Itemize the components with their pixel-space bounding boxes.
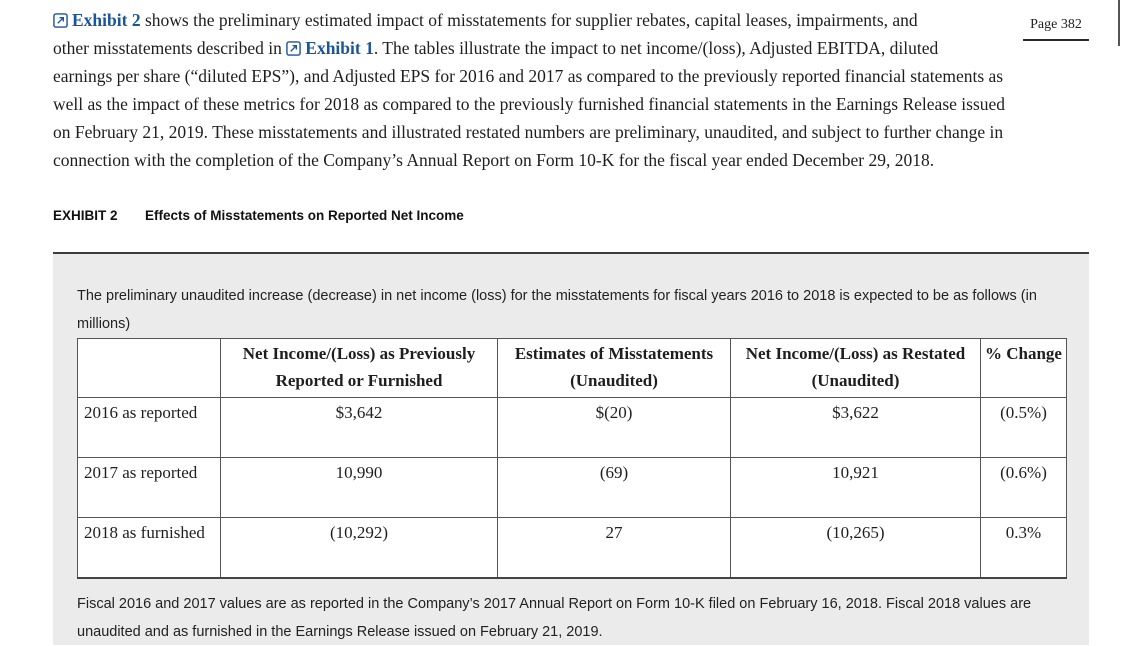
exhibit-note-bottom: Fiscal 2016 and 2017 values are as reported in the Company’s 2017 Annual Report on Form 10-K filed on February 16, 2018. Fiscal 2018 values are unaudited and as furnished in the Earnings Release issued on February 21, 2019. [77, 596, 1032, 640]
intro-line-2-text: other misstatements described in [53, 38, 287, 58]
exhibit-2-link-label: Exhibit 2 [72, 10, 141, 30]
external-link-icon [53, 13, 68, 28]
intro-line-3: earnings per share (“diluted EPS”), and Adjusted EPS for 2016 and 2017 as compared to the previously reported financial statements as [53, 66, 1004, 86]
intro-line-2-tail: . The tables illustrate the impact to net income/(loss), Adjusted EBITDA, diluted [373, 38, 939, 58]
table-header-cell [78, 339, 221, 398]
intro-line-1 [53, 6, 1088, 34]
external-link-icon [286, 41, 301, 56]
intro-line-1-text: shows the preliminary estimated impact of misstatements for supplier rebates, capital leases, impairments, and [140, 10, 918, 30]
exhibit-heading [53, 208, 464, 223]
table-cell: 27 [498, 518, 731, 579]
table-row [78, 398, 1067, 458]
table-row [78, 458, 1067, 518]
row-label: 2018 as furnished [78, 518, 221, 579]
table-cell: (10,265) [731, 518, 981, 579]
table-cell: (0.6%) [981, 458, 1067, 518]
margin-rule [1118, 0, 1120, 46]
net-income-table [77, 338, 1067, 579]
intro-line-2 [53, 34, 1088, 62]
table-cell: $(20) [498, 398, 731, 458]
table-cell: $3,622 [731, 398, 981, 458]
intro-paragraph [53, 6, 1088, 174]
exhibit-2-link[interactable] [53, 10, 141, 30]
exhibit-panel [53, 252, 1089, 645]
exhibit-1-link-label: Exhibit 1 [305, 38, 374, 58]
table-cell: (0.5%) [981, 398, 1067, 458]
exhibit-title: Effects of Misstatements on Reported Net Income [145, 208, 464, 223]
row-label: 2016 as reported [78, 398, 221, 458]
exhibit-number: EXHIBIT 2 [53, 208, 118, 223]
table-cell: $3,642 [221, 398, 498, 458]
table-header-row [78, 339, 1067, 398]
table-cell: 10,990 [221, 458, 498, 518]
table-header-cell: % Change [981, 339, 1067, 398]
table-header-cell: Estimates of Misstatements (Unaudited) [498, 339, 731, 398]
table-cell: 10,921 [731, 458, 981, 518]
table-header-cell: Net Income/(Loss) as Restated (Unaudited) [731, 339, 981, 398]
exhibit-1-link[interactable] [286, 38, 374, 58]
table-row [78, 518, 1067, 579]
table-cell: (10,292) [221, 518, 498, 579]
table-cell: (69) [498, 458, 731, 518]
table-cell: 0.3% [981, 518, 1067, 579]
table-header-cell: Net Income/(Loss) as Previously Reported or Furnished [221, 339, 498, 398]
exhibit-note-top: The preliminary unaudited increase (decrease) in net income (loss) for the misstatements for fiscal years 2016 to 2018 is expected to be as follows (in millions) [77, 288, 1037, 332]
intro-line-6: connection with the completion of the Company’s Annual Report on Form 10-K for the fiscal year ended December 29, 2018. [53, 150, 935, 170]
row-label: 2017 as reported [78, 458, 221, 518]
intro-line-4: well as the impact of these metrics for 2018 as compared to the previously furnished financial statements in the Earnings Release issued [53, 94, 1006, 114]
page-number: Page 382 [1023, 10, 1089, 41]
intro-line-5: on February 21, 2019. These misstatements and illustrated restated numbers are preliminary, unaudited, and subject to further change in [53, 122, 1004, 142]
